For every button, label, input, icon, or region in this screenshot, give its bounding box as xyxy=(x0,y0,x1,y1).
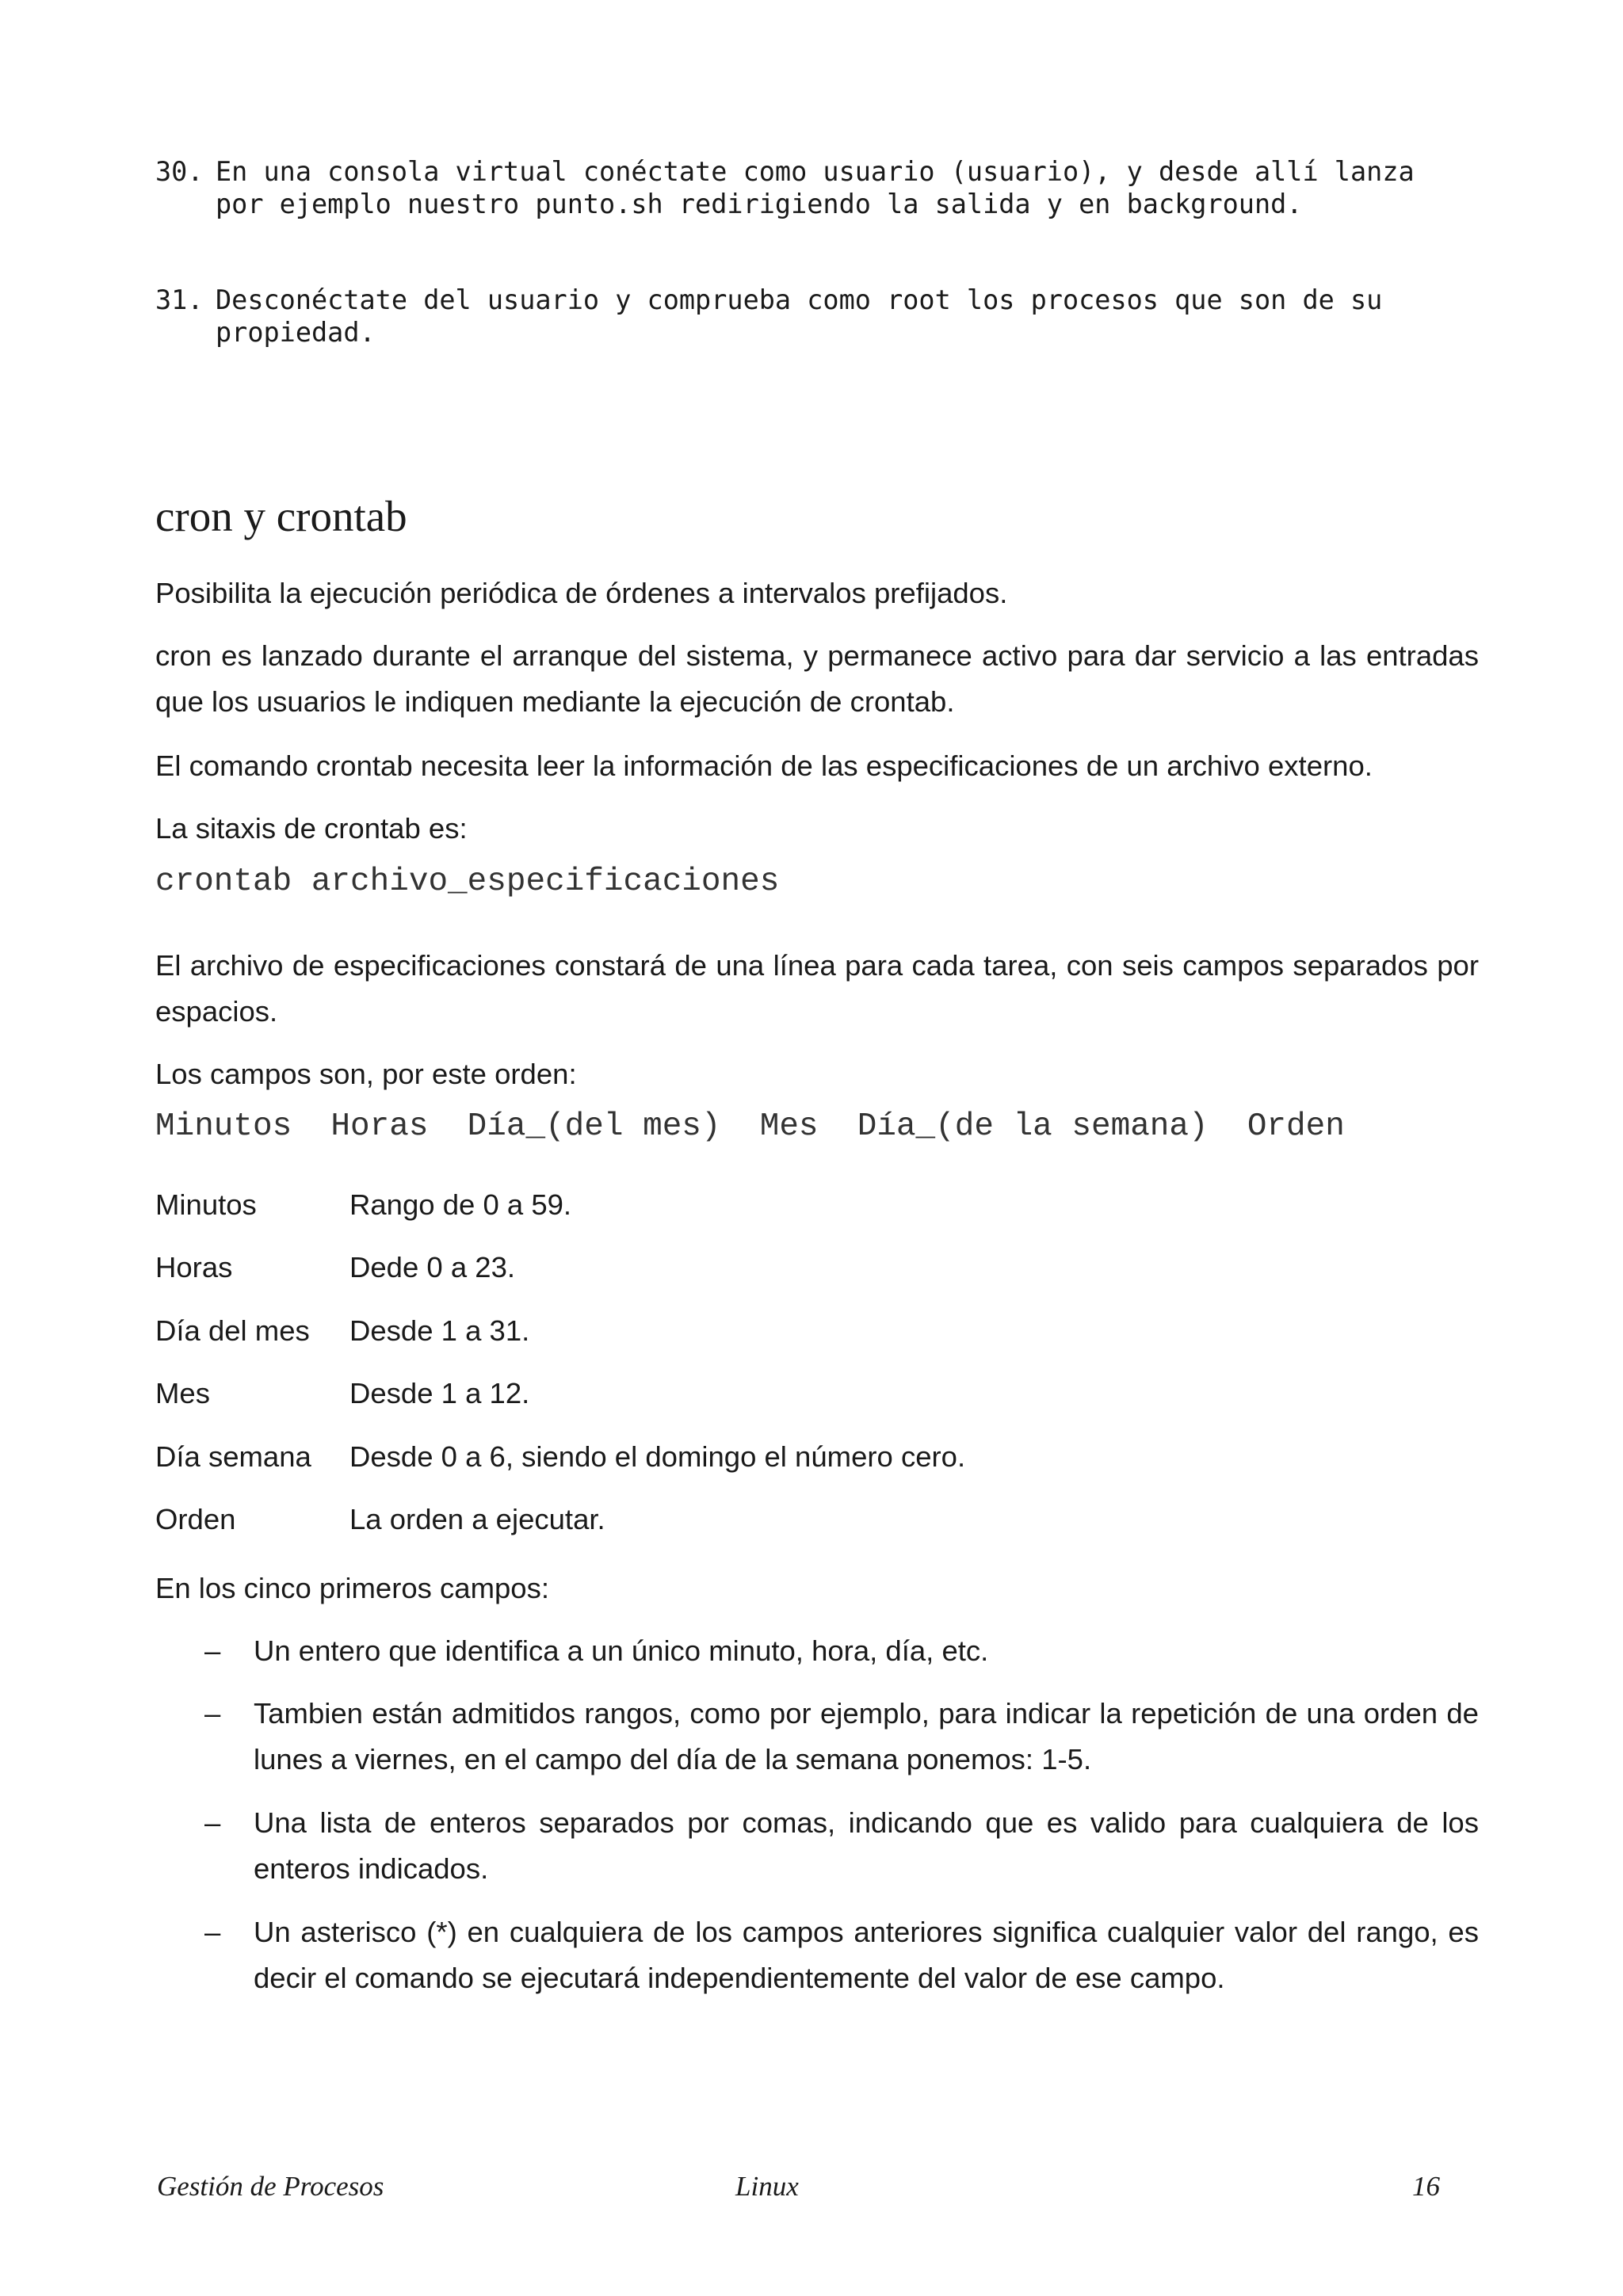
footer-document-title: Gestión de Procesos xyxy=(157,2171,384,2202)
page-number: 16 xyxy=(1412,2171,1440,2202)
footer-subject: Linux xyxy=(735,2171,799,2202)
list-item-text: Tambien están admitidos rangos, como por ejemplo, para indicar la repetición de una orden de lunes a viernes, en el campo del día de la semana ponemos: 1-5. xyxy=(254,1697,1479,1775)
paragraph-intro: Posibilita la ejecución periódica de órdenes a intervalos prefijados. xyxy=(155,577,1008,609)
paragraph-crontab: El comando crontab necesita leer la información de las especificaciones de un archivo externo. xyxy=(155,749,1373,782)
bullet-dash: – xyxy=(204,1697,221,1730)
field-row xyxy=(155,1377,1423,1423)
field-desc: La orden a ejecutar. xyxy=(349,1503,605,1535)
paragraph-fields-order: Los campos son, por este orden: xyxy=(155,1058,577,1090)
bullet-dash: – xyxy=(204,1916,221,1948)
field-desc: Rango de 0 a 59. xyxy=(349,1188,572,1221)
bullet-dash: – xyxy=(204,1634,221,1667)
code-crontab-syntax: crontab archivo_especificaciones xyxy=(155,864,780,900)
paragraph-first-five-fields: En los cinco primeros campos: xyxy=(155,1572,549,1604)
field-desc: Dede 0 a 23. xyxy=(349,1251,516,1283)
field-name: Minutos xyxy=(155,1188,257,1221)
section-title: cron y crontab xyxy=(155,492,407,540)
code-fields-order: Minutos Horas Día_(del mes) Mes Día_(de la semana) Orden xyxy=(155,1108,1345,1145)
field-name: Día del mes xyxy=(155,1314,310,1347)
field-row xyxy=(155,1440,1423,1486)
field-name: Mes xyxy=(155,1377,210,1409)
paragraph-syntax: La sitaxis de crontab es: xyxy=(155,812,468,845)
field-name: Horas xyxy=(155,1251,233,1283)
field-row xyxy=(155,1188,1423,1234)
exercise-text: En una consola virtual conéctate como usuario (usuario), y desde allí lanza por ejemplo nuestro punto.sh redirigiendo la salida y en background. xyxy=(216,156,1415,219)
field-row xyxy=(155,1251,1423,1297)
paragraph-cron: cron es lanzado durante el arranque del sistema, y permanece activo para dar servicio a las entradas que los usuarios le indiquen mediante la ejecución de crontab. xyxy=(155,639,1479,718)
exercise-text: Desconéctate del usuario y comprueba como root los procesos que son de su propiedad. xyxy=(216,284,1383,348)
field-desc: Desde 0 a 6, siendo el domingo el número cero. xyxy=(349,1440,966,1473)
field-row xyxy=(155,1314,1423,1360)
field-desc: Desde 1 a 31. xyxy=(349,1314,530,1347)
paragraph-spec-file: El archivo de especificaciones constará de una línea para cada tarea, con seis campos separados por espacios. xyxy=(155,949,1479,1028)
field-name: Orden xyxy=(155,1503,236,1535)
bullet-dash: – xyxy=(204,1806,221,1839)
exercise-number: 31. xyxy=(155,284,204,315)
list-item-text: Una lista de enteros separados por comas, indicando que es valido para cualquiera de los enteros indicados. xyxy=(254,1806,1479,1885)
field-desc: Desde 1 a 12. xyxy=(349,1377,530,1409)
exercise-number: 30. xyxy=(155,156,204,187)
field-row xyxy=(155,1503,1423,1549)
field-name: Día semana xyxy=(155,1440,311,1473)
list-item-text: Un asterisco (*) en cualquiera de los campos anteriores significa cualquier valor del rango, es decir el comando se ejecutará independientemente del valor de ese campo. xyxy=(254,1916,1479,1994)
list-item-text: Un entero que identifica a un único minuto, hora, día, etc. xyxy=(254,1634,989,1667)
